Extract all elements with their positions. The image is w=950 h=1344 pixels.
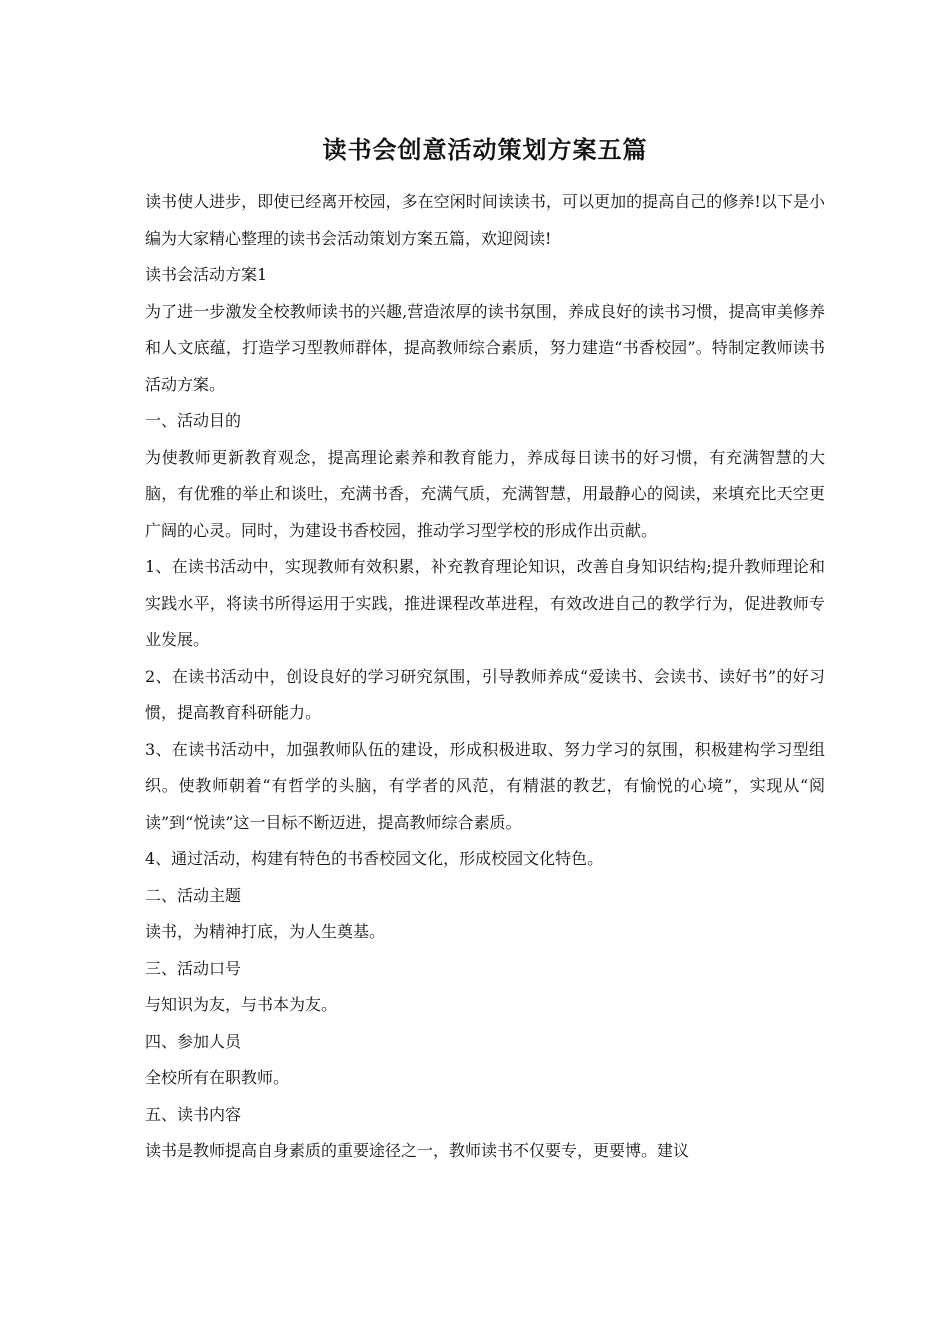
document-title: 读书会创意活动策划方案五篇 xyxy=(322,135,648,164)
reading-content-paragraph: 读书是教师提高自身素质的重要途径之一，教师读书不仅要专，更要博。建议 xyxy=(145,1141,690,1160)
purpose-paragraph: 为使教师更新教育观念，提高理论素养和教育能力，养成每日读书的好习惯，有充满智慧的大脑，有优雅的举止和谈吐，充满书香，充满气质，充满智慧，用最静心的阅读，来填充比天空更广阔的心灵。同时，为建设书香校园，推动学习型学校的形成作出贡献。 xyxy=(145,447,825,540)
document-page xyxy=(145,130,825,1170)
intro-paragraph: 读书使人进步，即使已经离开校园，多在空闲时间读读书，可以更加的提高自己的修养!以下是小编为大家精心整理的读书会活动策划方案五篇，欢迎阅读! xyxy=(145,192,825,248)
purpose-item-1: 1、在读书活动中，实现教师有效积累，补充教育理论知识，改善自身知识结构;提升教师理论和实践水平，将读书所得运用于实践，推进课程改革进程，有效改进自己的教学行为，促进教师专业发展。 xyxy=(145,557,825,649)
purpose-item-3: 3、在读书活动中，加强教师队伍的建设，形成积极进取、努力学习的氛围，积极建构学习型组织。使教师朝着“有哲学的头脑，有学者的风范，有精湛的教艺，有愉悦的心境”，实现从“阅读”到“悦读”这一目标不断迈进，提高教师综合素质。 xyxy=(145,739,825,832)
section-heading-participants: 四、参加人员 xyxy=(145,1031,242,1051)
slogan-paragraph: 与知识为友，与书本为友。 xyxy=(145,995,338,1014)
theme-paragraph: 读书，为精神打底，为人生奠基。 xyxy=(145,922,386,941)
participants-paragraph: 全校所有在职教师。 xyxy=(145,1068,290,1087)
section-heading-theme: 二、活动主题 xyxy=(145,885,242,905)
purpose-item-2: 2、在读书活动中，创设良好的学习研究氛围，引导教师养成“爱读书、会读书、读好书”的好习惯，提高教育科研能力。 xyxy=(145,666,825,722)
section-heading-reading-content: 五、读书内容 xyxy=(145,1104,242,1124)
section-heading-slogan: 三、活动口号 xyxy=(145,958,242,978)
plan-1-intro-paragraph: 为了进一步激发全校教师读书的兴趣,营造浓厚的读书氛围，养成良好的读书习惯，提高审美修养和人文底蕴，打造学习型教师群体，提高教师综合素质，努力建造“书香校园”。特制定教师读书活动方案。 xyxy=(145,301,825,394)
purpose-item-4: 4、通过活动，构建有特色的书香校园文化，形成校园文化特色。 xyxy=(145,849,604,868)
section-heading-purpose: 一、活动目的 xyxy=(145,411,242,430)
section-heading-plan-1: 读书会活动方案1 xyxy=(145,265,268,284)
